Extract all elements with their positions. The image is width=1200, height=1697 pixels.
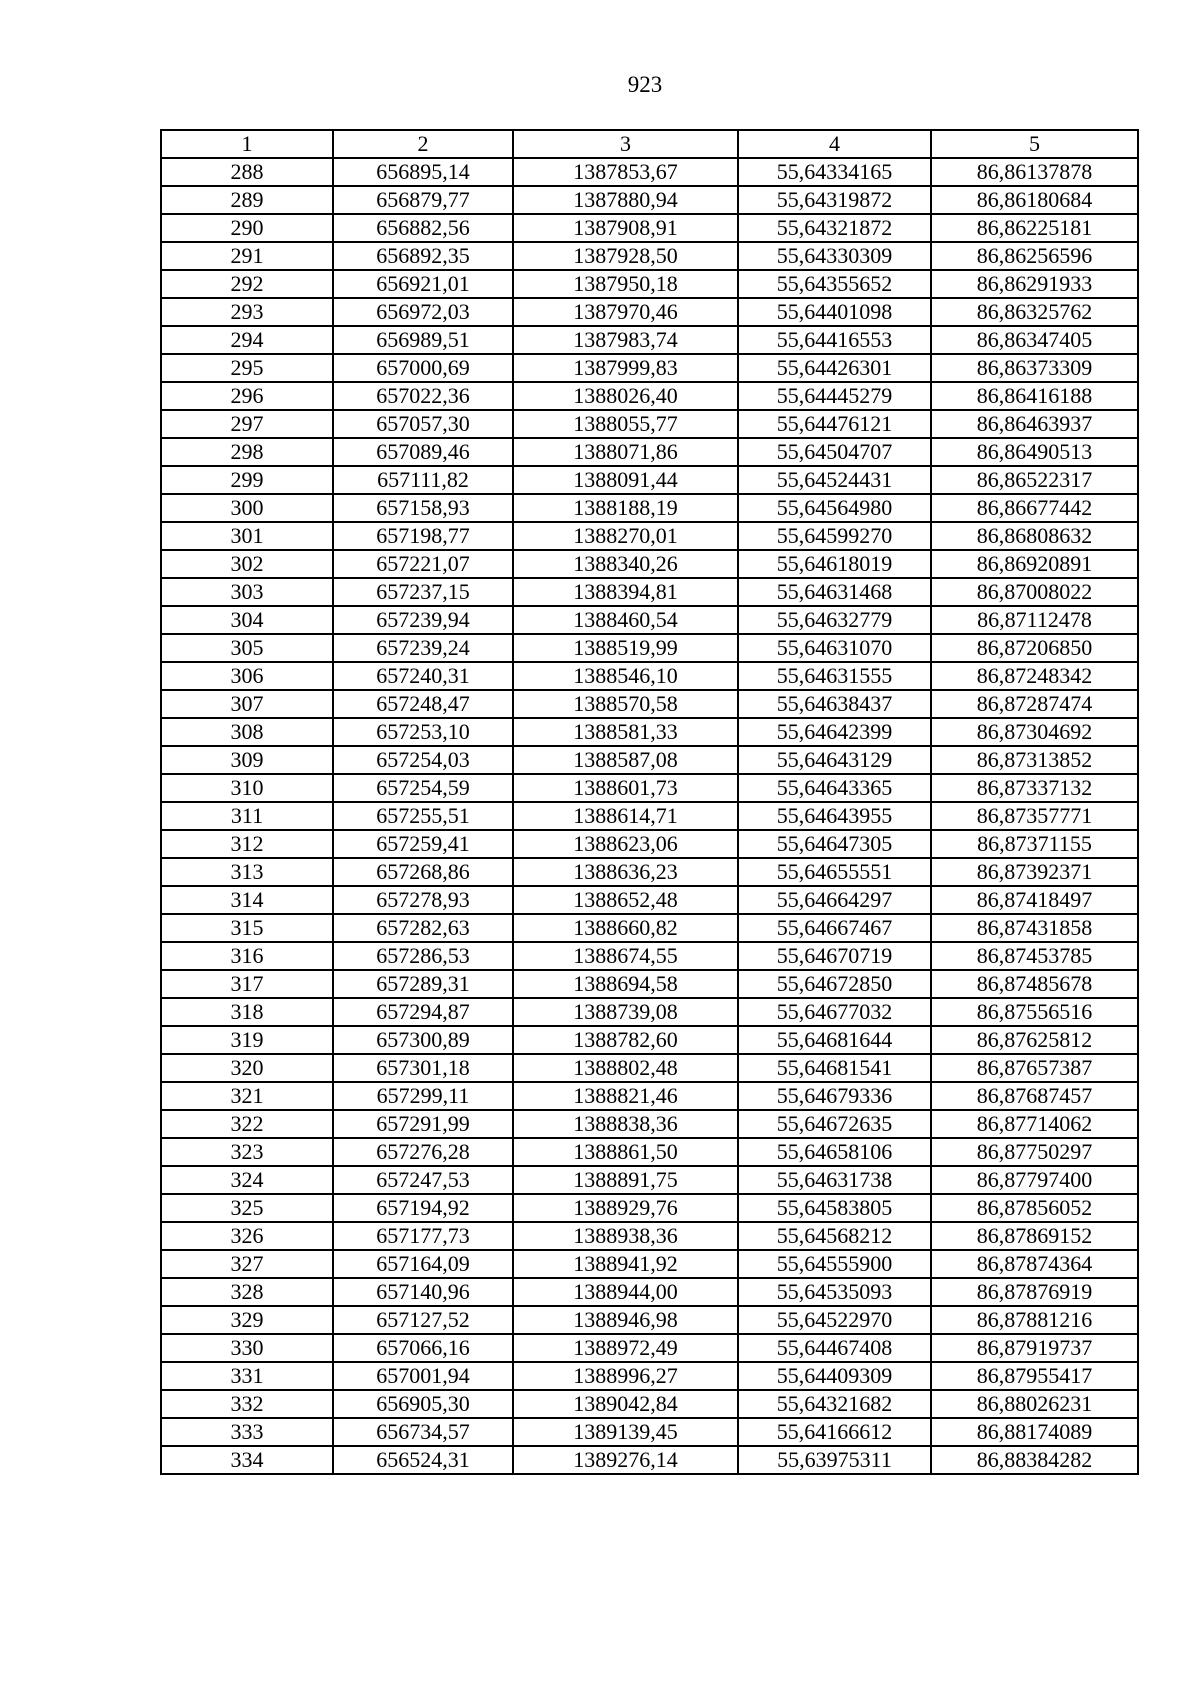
y-coordinate-cell: 1388652,48 [513,886,738,914]
longitude-cell: 86,87750297 [931,1138,1138,1166]
longitude-cell: 86,86490513 [931,438,1138,466]
y-coordinate-cell: 1387853,67 [513,158,738,186]
latitude-cell: 55,64330309 [738,242,931,270]
longitude-cell: 86,87371155 [931,830,1138,858]
y-coordinate-cell: 1388519,99 [513,634,738,662]
table-row [161,1222,1138,1250]
longitude-cell: 86,88174089 [931,1418,1138,1446]
table-row [161,1110,1138,1138]
x-coordinate-cell: 656734,57 [333,1418,513,1446]
latitude-cell: 55,64643129 [738,746,931,774]
x-coordinate-cell: 657057,30 [333,410,513,438]
point-number-cell: 318 [161,998,333,1026]
y-coordinate-cell: 1388694,58 [513,970,738,998]
y-coordinate-cell: 1388861,50 [513,1138,738,1166]
x-coordinate-cell: 656921,01 [333,270,513,298]
x-coordinate-cell: 656895,14 [333,158,513,186]
longitude-cell: 86,87206850 [931,634,1138,662]
longitude-cell: 86,86180684 [931,186,1138,214]
header-cell-4: 4 [738,130,931,158]
y-coordinate-cell: 1389042,84 [513,1390,738,1418]
x-coordinate-cell: 657239,94 [333,606,513,634]
latitude-cell: 55,64681644 [738,1026,931,1054]
table-row [161,746,1138,774]
longitude-cell: 86,86677442 [931,494,1138,522]
x-coordinate-cell: 657000,69 [333,354,513,382]
latitude-cell: 55,64647305 [738,830,931,858]
table-row [161,326,1138,354]
longitude-cell: 86,86373309 [931,354,1138,382]
longitude-cell: 86,86463937 [931,410,1138,438]
header-cell-3: 3 [513,130,738,158]
point-number-cell: 313 [161,858,333,886]
longitude-cell: 86,86256596 [931,242,1138,270]
point-number-cell: 312 [161,830,333,858]
point-number-cell: 311 [161,802,333,830]
x-coordinate-cell: 657158,93 [333,494,513,522]
y-coordinate-cell: 1388091,44 [513,466,738,494]
latitude-cell: 55,64319872 [738,186,931,214]
longitude-cell: 86,87657387 [931,1054,1138,1082]
longitude-cell: 86,87304692 [931,718,1138,746]
point-number-cell: 331 [161,1362,333,1390]
point-number-cell: 332 [161,1390,333,1418]
y-coordinate-cell: 1388546,10 [513,662,738,690]
longitude-cell: 86,87714062 [931,1110,1138,1138]
table-row [161,1138,1138,1166]
table-body [161,158,1138,1474]
y-coordinate-cell: 1388739,08 [513,998,738,1026]
y-coordinate-cell: 1389276,14 [513,1446,738,1474]
y-coordinate-cell: 1387999,83 [513,354,738,382]
x-coordinate-cell: 657253,10 [333,718,513,746]
y-coordinate-cell: 1388055,77 [513,410,738,438]
latitude-cell: 55,64355652 [738,270,931,298]
header-cell-5: 5 [931,130,1138,158]
longitude-cell: 86,87453785 [931,942,1138,970]
table-row [161,354,1138,382]
latitude-cell: 55,64599270 [738,522,931,550]
latitude-cell: 55,64445279 [738,382,931,410]
table-row [161,634,1138,662]
latitude-cell: 55,64631468 [738,578,931,606]
x-coordinate-cell: 656892,35 [333,242,513,270]
point-number-cell: 322 [161,1110,333,1138]
table-row [161,802,1138,830]
table-row [161,1446,1138,1474]
point-number-cell: 304 [161,606,333,634]
longitude-cell: 86,87313852 [931,746,1138,774]
y-coordinate-cell: 1388838,36 [513,1110,738,1138]
y-coordinate-cell: 1388188,19 [513,494,738,522]
latitude-cell: 55,64321872 [738,214,931,242]
point-number-cell: 291 [161,242,333,270]
table-row [161,1418,1138,1446]
x-coordinate-cell: 657089,46 [333,438,513,466]
table-row [161,214,1138,242]
y-coordinate-cell: 1388601,73 [513,774,738,802]
table-row [161,158,1138,186]
y-coordinate-cell: 1388581,33 [513,718,738,746]
x-coordinate-cell: 656905,30 [333,1390,513,1418]
longitude-cell: 86,86225181 [931,214,1138,242]
x-coordinate-cell: 656882,56 [333,214,513,242]
x-coordinate-cell: 657001,94 [333,1362,513,1390]
y-coordinate-cell: 1388623,06 [513,830,738,858]
y-coordinate-cell: 1388660,82 [513,914,738,942]
x-coordinate-cell: 657259,41 [333,830,513,858]
point-number-cell: 315 [161,914,333,942]
header-row [161,130,1138,158]
x-coordinate-cell: 657240,31 [333,662,513,690]
table-row [161,1054,1138,1082]
x-coordinate-cell: 657254,59 [333,774,513,802]
table-row [161,550,1138,578]
y-coordinate-cell: 1388891,75 [513,1166,738,1194]
table-row [161,382,1138,410]
point-number-cell: 306 [161,662,333,690]
longitude-cell: 86,86347405 [931,326,1138,354]
x-coordinate-cell: 657254,03 [333,746,513,774]
point-number-cell: 292 [161,270,333,298]
y-coordinate-cell: 1388570,58 [513,690,738,718]
latitude-cell: 55,64535093 [738,1278,931,1306]
point-number-cell: 288 [161,158,333,186]
table-row [161,410,1138,438]
y-coordinate-cell: 1388340,26 [513,550,738,578]
point-number-cell: 297 [161,410,333,438]
y-coordinate-cell: 1388944,00 [513,1278,738,1306]
longitude-cell: 86,87869152 [931,1222,1138,1250]
point-number-cell: 295 [161,354,333,382]
latitude-cell: 55,64401098 [738,298,931,326]
point-number-cell: 320 [161,1054,333,1082]
point-number-cell: 310 [161,774,333,802]
point-number-cell: 305 [161,634,333,662]
latitude-cell: 55,64670719 [738,942,931,970]
point-number-cell: 325 [161,1194,333,1222]
x-coordinate-cell: 657239,24 [333,634,513,662]
longitude-cell: 86,87392371 [931,858,1138,886]
longitude-cell: 86,86920891 [931,550,1138,578]
x-coordinate-cell: 657237,15 [333,578,513,606]
table-row [161,1334,1138,1362]
y-coordinate-cell: 1387983,74 [513,326,738,354]
point-number-cell: 321 [161,1082,333,1110]
point-number-cell: 326 [161,1222,333,1250]
table-row [161,494,1138,522]
table-row [161,1362,1138,1390]
table-row [161,466,1138,494]
x-coordinate-cell: 657221,07 [333,550,513,578]
point-number-cell: 329 [161,1306,333,1334]
page-number: 923 [627,72,663,97]
x-coordinate-cell: 657198,77 [333,522,513,550]
longitude-cell: 86,86522317 [931,466,1138,494]
table-row [161,578,1138,606]
latitude-cell: 55,64658106 [738,1138,931,1166]
point-number-cell: 324 [161,1166,333,1194]
point-number-cell: 328 [161,1278,333,1306]
y-coordinate-cell: 1388460,54 [513,606,738,634]
table-row [161,1390,1138,1418]
latitude-cell: 55,64618019 [738,550,931,578]
latitude-cell: 55,64677032 [738,998,931,1026]
y-coordinate-cell: 1388782,60 [513,1026,738,1054]
x-coordinate-cell: 656972,03 [333,298,513,326]
table-row [161,298,1138,326]
header-cell-2: 2 [333,130,513,158]
latitude-cell: 55,64334165 [738,158,931,186]
latitude-cell: 55,64321682 [738,1390,931,1418]
table-row [161,774,1138,802]
longitude-cell: 86,86416188 [931,382,1138,410]
y-coordinate-cell: 1388636,23 [513,858,738,886]
longitude-cell: 86,86291933 [931,270,1138,298]
point-number-cell: 309 [161,746,333,774]
point-number-cell: 301 [161,522,333,550]
latitude-cell: 55,64681541 [738,1054,931,1082]
y-coordinate-cell: 1388941,92 [513,1250,738,1278]
point-number-cell: 290 [161,214,333,242]
latitude-cell: 55,64667467 [738,914,931,942]
x-coordinate-cell: 657268,86 [333,858,513,886]
x-coordinate-cell: 657276,28 [333,1138,513,1166]
longitude-cell: 86,86137878 [931,158,1138,186]
latitude-cell: 55,64583805 [738,1194,931,1222]
point-number-cell: 327 [161,1250,333,1278]
x-coordinate-cell: 657194,92 [333,1194,513,1222]
x-coordinate-cell: 656879,77 [333,186,513,214]
latitude-cell: 55,64655551 [738,858,931,886]
x-coordinate-cell: 657294,87 [333,998,513,1026]
point-number-cell: 314 [161,886,333,914]
y-coordinate-cell: 1388071,86 [513,438,738,466]
point-number-cell: 302 [161,550,333,578]
point-number-cell: 303 [161,578,333,606]
latitude-cell: 55,64524431 [738,466,931,494]
point-number-cell: 330 [161,1334,333,1362]
table-row [161,690,1138,718]
latitude-cell: 55,64504707 [738,438,931,466]
y-coordinate-cell: 1389139,45 [513,1418,738,1446]
y-coordinate-cell: 1388996,27 [513,1362,738,1390]
longitude-cell: 86,87881216 [931,1306,1138,1334]
x-coordinate-cell: 657127,52 [333,1306,513,1334]
y-coordinate-cell: 1388270,01 [513,522,738,550]
longitude-cell: 86,87625812 [931,1026,1138,1054]
y-coordinate-cell: 1387908,91 [513,214,738,242]
table-row [161,438,1138,466]
latitude-cell: 55,64643365 [738,774,931,802]
x-coordinate-cell: 657299,11 [333,1082,513,1110]
x-coordinate-cell: 657066,16 [333,1334,513,1362]
table-row [161,830,1138,858]
table-row [161,718,1138,746]
longitude-cell: 86,87955417 [931,1362,1138,1390]
longitude-cell: 86,87856052 [931,1194,1138,1222]
latitude-cell: 55,64568212 [738,1222,931,1250]
point-number-cell: 300 [161,494,333,522]
table-row [161,522,1138,550]
longitude-cell: 86,87248342 [931,662,1138,690]
longitude-cell: 86,87797400 [931,1166,1138,1194]
table-row [161,998,1138,1026]
longitude-cell: 86,87112478 [931,606,1138,634]
y-coordinate-cell: 1387880,94 [513,186,738,214]
y-coordinate-cell: 1388394,81 [513,578,738,606]
point-number-cell: 296 [161,382,333,410]
table-row [161,1082,1138,1110]
table-row [161,886,1138,914]
longitude-cell: 86,87874364 [931,1250,1138,1278]
table-row [161,186,1138,214]
y-coordinate-cell: 1388946,98 [513,1306,738,1334]
table-row [161,858,1138,886]
x-coordinate-cell: 656989,51 [333,326,513,354]
longitude-cell: 86,87876919 [931,1278,1138,1306]
latitude-cell: 55,63975311 [738,1446,931,1474]
latitude-cell: 55,64476121 [738,410,931,438]
table-row [161,1278,1138,1306]
longitude-cell: 86,87431858 [931,914,1138,942]
point-number-cell: 293 [161,298,333,326]
latitude-cell: 55,64166612 [738,1418,931,1446]
point-number-cell: 333 [161,1418,333,1446]
x-coordinate-cell: 657282,63 [333,914,513,942]
table-row [161,1166,1138,1194]
x-coordinate-cell: 657248,47 [333,690,513,718]
point-number-cell: 308 [161,718,333,746]
latitude-cell: 55,64631555 [738,662,931,690]
latitude-cell: 55,64631070 [738,634,931,662]
y-coordinate-cell: 1388938,36 [513,1222,738,1250]
x-coordinate-cell: 657300,89 [333,1026,513,1054]
point-number-cell: 334 [161,1446,333,1474]
table-row [161,942,1138,970]
table-row [161,914,1138,942]
table-row [161,662,1138,690]
y-coordinate-cell: 1388929,76 [513,1194,738,1222]
latitude-cell: 55,64467408 [738,1334,931,1362]
x-coordinate-cell: 657177,73 [333,1222,513,1250]
y-coordinate-cell: 1388587,08 [513,746,738,774]
x-coordinate-cell: 657289,31 [333,970,513,998]
table-row [161,1306,1138,1334]
longitude-cell: 86,87687457 [931,1082,1138,1110]
longitude-cell: 86,87919737 [931,1334,1138,1362]
point-number-cell: 294 [161,326,333,354]
y-coordinate-cell: 1388614,71 [513,802,738,830]
y-coordinate-cell: 1387970,46 [513,298,738,326]
x-coordinate-cell: 657022,36 [333,382,513,410]
x-coordinate-cell: 657291,99 [333,1110,513,1138]
longitude-cell: 86,86808632 [931,522,1138,550]
x-coordinate-cell: 656524,31 [333,1446,513,1474]
longitude-cell: 86,88026231 [931,1390,1138,1418]
point-number-cell: 316 [161,942,333,970]
point-number-cell: 298 [161,438,333,466]
x-coordinate-cell: 657286,53 [333,942,513,970]
longitude-cell: 86,87337132 [931,774,1138,802]
latitude-cell: 55,64638437 [738,690,931,718]
y-coordinate-cell: 1388674,55 [513,942,738,970]
latitude-cell: 55,64631738 [738,1166,931,1194]
longitude-cell: 86,87008022 [931,578,1138,606]
point-number-cell: 307 [161,690,333,718]
table-row [161,1250,1138,1278]
table-row [161,270,1138,298]
longitude-cell: 86,87485678 [931,970,1138,998]
y-coordinate-cell: 1387950,18 [513,270,738,298]
longitude-cell: 86,87556516 [931,998,1138,1026]
latitude-cell: 55,64664297 [738,886,931,914]
x-coordinate-cell: 657111,82 [333,466,513,494]
point-number-cell: 289 [161,186,333,214]
latitude-cell: 55,64426301 [738,354,931,382]
x-coordinate-cell: 657255,51 [333,802,513,830]
latitude-cell: 55,64555900 [738,1250,931,1278]
table-row [161,606,1138,634]
point-number-cell: 323 [161,1138,333,1166]
x-coordinate-cell: 657164,09 [333,1250,513,1278]
y-coordinate-cell: 1388972,49 [513,1334,738,1362]
latitude-cell: 55,64409309 [738,1362,931,1390]
longitude-cell: 86,87357771 [931,802,1138,830]
longitude-cell: 86,88384282 [931,1446,1138,1474]
longitude-cell: 86,87418497 [931,886,1138,914]
header-cell-1: 1 [161,130,333,158]
y-coordinate-cell: 1388802,48 [513,1054,738,1082]
latitude-cell: 55,64672850 [738,970,931,998]
latitude-cell: 55,64522970 [738,1306,931,1334]
latitude-cell: 55,64679336 [738,1082,931,1110]
latitude-cell: 55,64564980 [738,494,931,522]
table-row [161,1026,1138,1054]
latitude-cell: 55,64643955 [738,802,931,830]
coordinates-table [160,129,1139,1475]
latitude-cell: 55,64632779 [738,606,931,634]
x-coordinate-cell: 657140,96 [333,1278,513,1306]
y-coordinate-cell: 1388821,46 [513,1082,738,1110]
longitude-cell: 86,87287474 [931,690,1138,718]
table-header [161,130,1138,158]
latitude-cell: 55,64416553 [738,326,931,354]
point-number-cell: 319 [161,1026,333,1054]
point-number-cell: 317 [161,970,333,998]
longitude-cell: 86,86325762 [931,298,1138,326]
point-number-cell: 299 [161,466,333,494]
x-coordinate-cell: 657247,53 [333,1166,513,1194]
y-coordinate-cell: 1387928,50 [513,242,738,270]
latitude-cell: 55,64672635 [738,1110,931,1138]
table-row [161,242,1138,270]
y-coordinate-cell: 1388026,40 [513,382,738,410]
table-row [161,970,1138,998]
x-coordinate-cell: 657278,93 [333,886,513,914]
table-row [161,1194,1138,1222]
latitude-cell: 55,64642399 [738,718,931,746]
x-coordinate-cell: 657301,18 [333,1054,513,1082]
